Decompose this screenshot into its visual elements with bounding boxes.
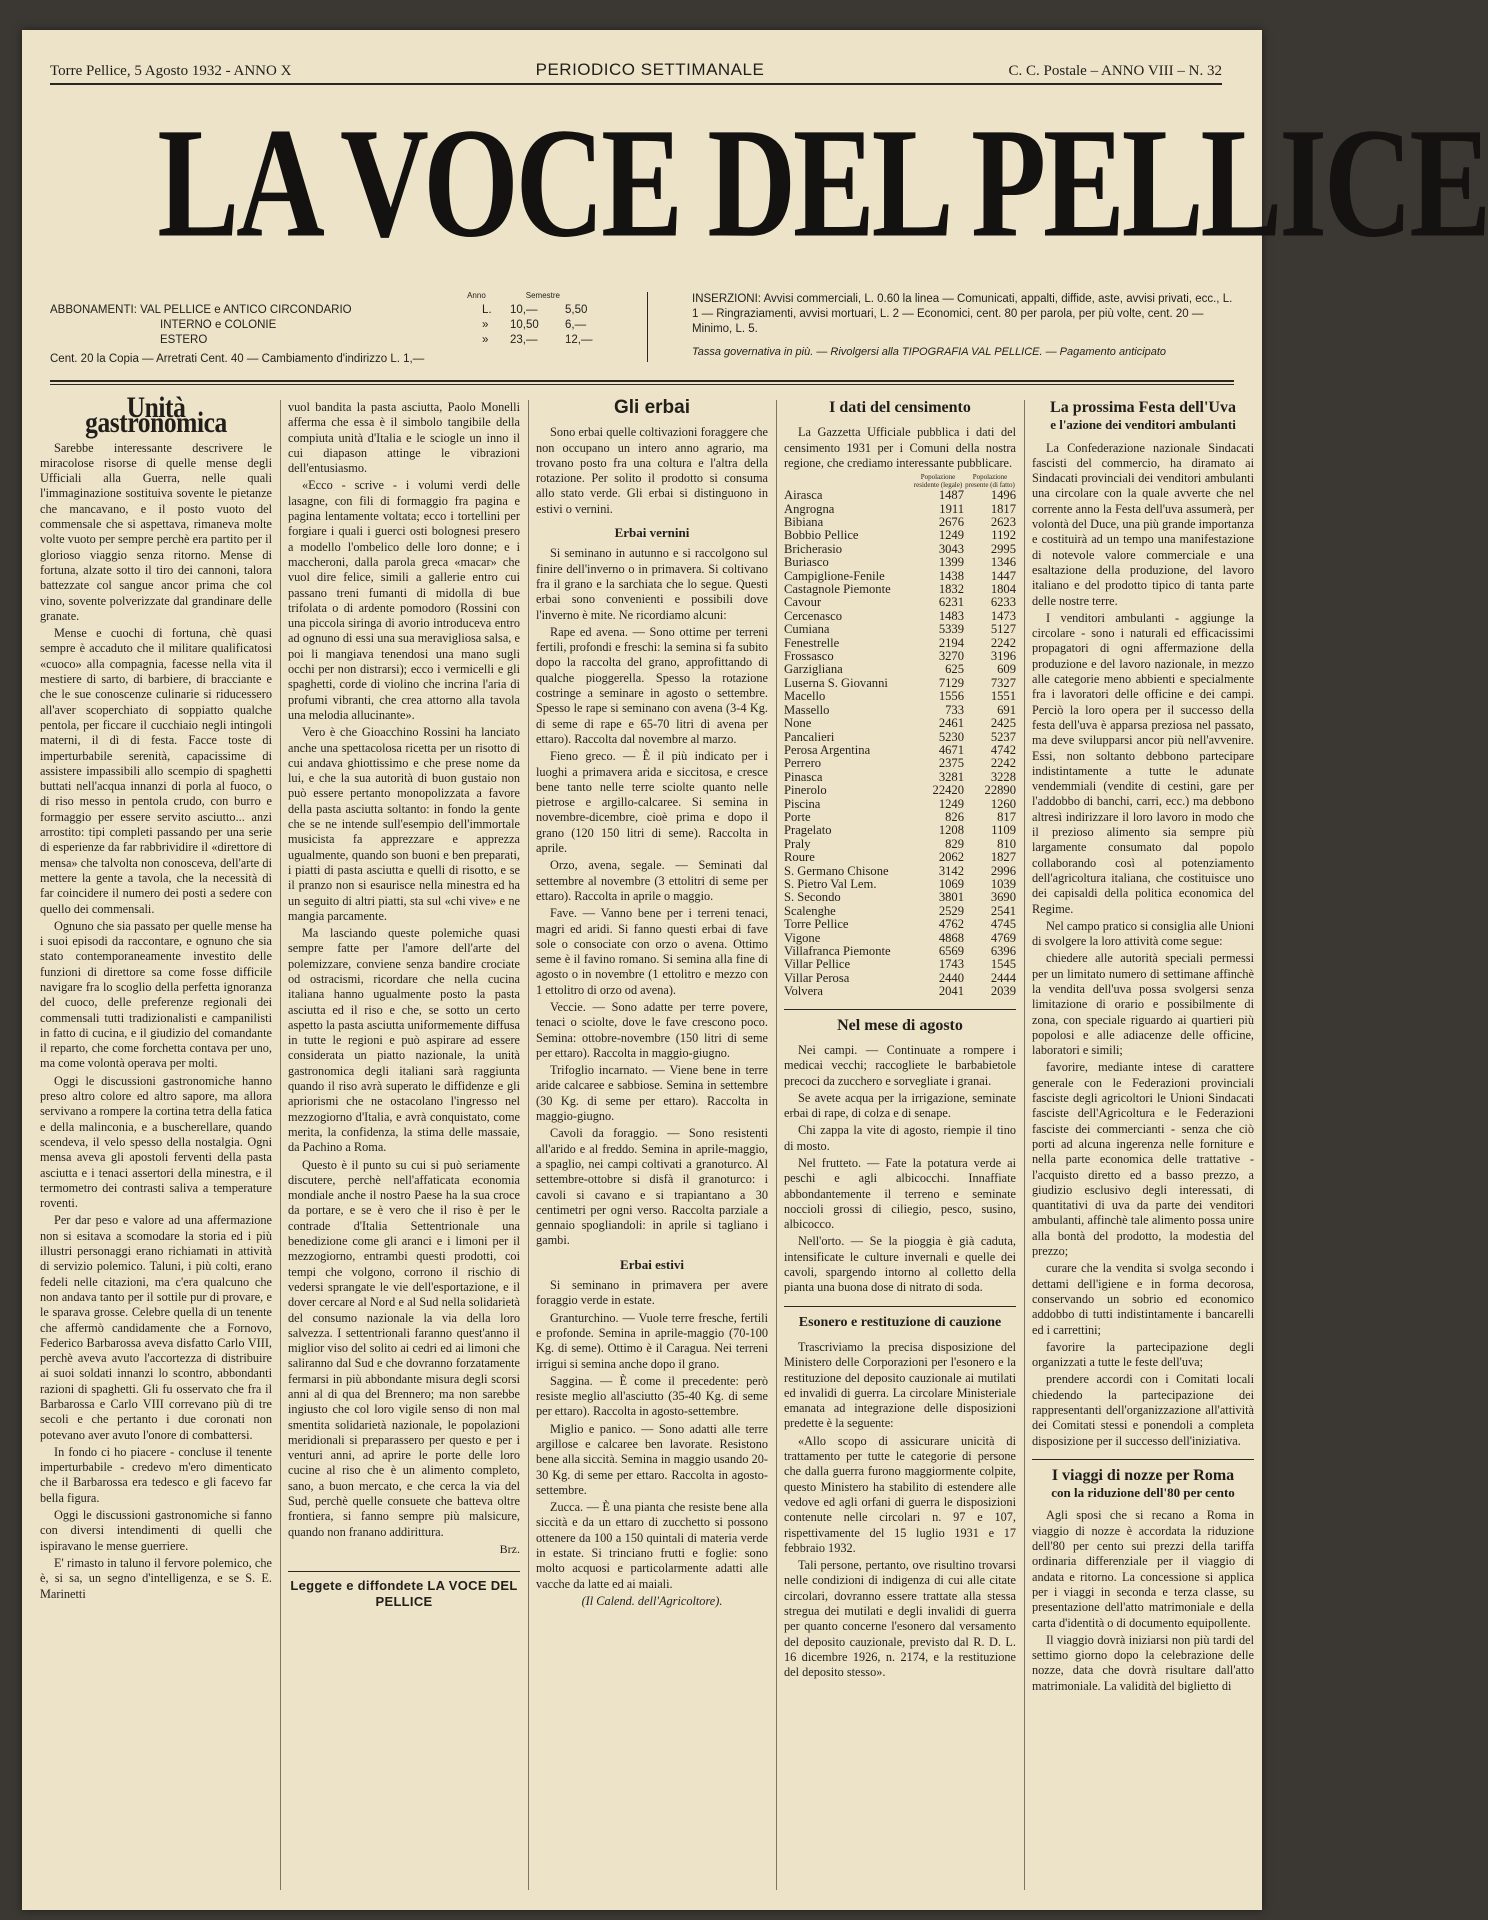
census-row	[784, 503, 1016, 516]
paragraph: favorire, mediante intese di carattere generale con le Federazioni provinciali fasciste degli agricoltori le Unioni Sindacati fasciste dell'Agricoltura e le Federazioni fasciste dei commercianti - senza che ciò porti ad alcuna ingerenza nelle forniture e nella parte economica delle trattative - l'acquisto diretto ed a basso prezzo, a giudizio esclusivo degli interessati, di quantitativi di uva da parte dei venditori ambulanti, affinchè tale alimento possa unire alla bontà del prodotto, la modestia del prezzo;	[1032, 1060, 1254, 1259]
census-row	[784, 798, 1016, 811]
paragraph: Nel campo pratico si consiglia alle Unioni di svolgere la loro attività come segue:	[1032, 918, 1254, 949]
census-town: Pinasca	[784, 769, 823, 784]
column-rule	[776, 400, 777, 1890]
paragraph: «Allo scopo di assicurare unicità di trattamento per tutte le categorie di persone che dalla guerra furono maggiormente colpite, questo Ministero ha stabilito di estendere alle vedove ed agli orfani di guerra le disposizioni contenute nelle circolari n. 97 e 107, rispettivamente del 15 luglio 1931 e 17 febbraio 1932.	[784, 1433, 1016, 1555]
price-year: 10,50	[510, 319, 539, 331]
census-row	[784, 838, 1016, 851]
census-row	[784, 891, 1016, 904]
census-presente: 2996	[990, 863, 1016, 878]
census-presente: 7327	[990, 675, 1016, 690]
article-title: I dati del censimento	[829, 399, 971, 416]
census-presente: 6396	[990, 944, 1016, 958]
census-row	[784, 489, 1016, 502]
census-row	[784, 570, 1016, 583]
census-presente: 1817	[990, 501, 1016, 516]
paragraph: Vero è che Gioacchino Rossini ha lanciato anche una spettacolosa ricetta per un risotto di cui andava ghiottissimo e che prese nome da lui, e che la sua autorità di buon gustaio non può essere pertanto monopolizzata a favore della pasta asciutta soltanto: in fondo la gente che se ne intende sull'esempio dell'immortale musicista fa apprezzare e apprezza ugualmente, quando son buoni e ben preparati, i piatti di pasta asciutta e quelli di risotto, e se il pranzo non si esaurisce nella minestra ed ha un seguito di altri piatti, sta sul «chi vive» e ne mangia parcamente.	[288, 725, 520, 923]
census-town: Luserna S. Giovanni	[784, 675, 888, 690]
census-row	[784, 932, 1016, 945]
paragraph: Saggina. — È come il precedente: però resiste meglio all'asciutto (35-40 Kg. di seme per ettaro). Raccolta in agosto-settembre.	[536, 1373, 768, 1419]
subscriptions-box	[50, 288, 620, 367]
paragraph: Mense e cuochi di fortuna, chè quasi sempre è accaduto che il militare qualificatosi «cuoco» alla compagnia, facesse nella vita il mestiere di sarto, di barbiere, di bracciante e che le sue conoscenze culinarie si riducessero all'aver scoperchiato di soppiatto qualche pentola, per ficcare il cucchiaio negli intingoli materni, il dì di festa. Facce toste di imperturbabile serenità, capacissime di assistere impassibili allo scempio di spaghetti buttati nell'acqua innanzi di porla al fuoco, o di riso messo in pentola crudo, con burro e formaggio per essere servito asciutto... anzi arrostito: tipi completi passando per una serie di esperienze da far rabbrividire il «direttore di mensa» che talvolta non conosceva, dell'arte di mettere la gente a tavola, che la necessità di far coincidere il numero dei posti a sedere con quello dei commensali.	[40, 626, 272, 916]
census-residente: 2062	[938, 850, 964, 865]
census-row	[784, 878, 1016, 891]
article-continuation	[288, 400, 520, 1609]
census-town: Praly	[784, 836, 811, 851]
paragraph: La Confederazione nazionale Sindacati fascisti del commercio, ha diramato ai Sindacati provinciali dei venditori ambulanti una circolare con la quale avverte che nel corrente anno la Festa dell'uva assumerà, per volontà del Duce, una più grande importanza e costituirà ad un tempo una manifestazione di notevole valore commerciale e una esaltazione della produzione, del lavoro italiano e del prodotto tipico di tanta parte delle nostre terre.	[1032, 440, 1254, 608]
census-residente: 1069	[938, 876, 964, 891]
col-year-label: Anno	[467, 291, 486, 300]
paragraph: Oggi le discussioni gastronomiche si fanno con diversi intendimenti di quelli che ispiravano le mense guerriere.	[40, 1508, 272, 1553]
paragraph: Ognuno che sia passato per quelle mense ha i suoi episodi da raccontare, e ognuno che sia stato contemporaneamente investito delle funzioni di direttore sa come fosse difficile navigare fra lo scoglio della perfetta ignoranza del cuoco, delle preferenze regionali dei commensali tutti tradizionalisti e campanilisti in fatto di cucina, e il giudizio del comandante il reparto, che come forchetta contava per uno, ma come volontà operava per molti.	[40, 918, 272, 1071]
census-town: Bricherasio	[784, 541, 843, 556]
census-town: None	[784, 716, 812, 731]
paragraph: Si seminano in autunno e si raccolgono sul finire dell'inverno o in primavera. Si coltivano fra il grano e la sarchiata che lo segue. Questi erbai sono convenienti e possibili dove l'inverno è mite. Ne ricordiamo alcuni:	[536, 546, 768, 622]
census-presente: 1545	[990, 957, 1016, 972]
census-residente: 826	[945, 809, 964, 824]
census-town: Cercenasco	[784, 608, 843, 623]
subscription-label: ABBONAMENTI: VAL PELLICE e ANTICO CIRCONDARIO	[50, 304, 352, 316]
census-town: Buriasco	[784, 555, 829, 570]
census-residente: 1556	[938, 689, 964, 704]
census-town: Campiglione-Fenile	[784, 568, 885, 583]
census-presente: 2444	[990, 970, 1016, 985]
census-row	[784, 516, 1016, 529]
subscription-label: ESTERO	[160, 334, 208, 346]
census-town: S. Secondo	[784, 890, 841, 905]
col-header-residente: Popolazione residente (legale)	[913, 473, 963, 490]
census-residente: 4762	[938, 917, 964, 932]
census-presente: 4742	[990, 742, 1016, 757]
census-row	[784, 811, 1016, 824]
paragraph: Ma lasciando queste polemiche quasi sempre fatte per l'amore dell'arte del polemizzare, conviene senza bandire crociate od ostracismi, ricordare che nella cucina italiana hanno ugualmente posto la pasta asciutta ed il riso e che, se sotto un certo aspetto la pasta asciutta uniformemente diffusa in tutte le regioni e può aspirare ad essere considerata un piatto nazionale, la unità gastronomica degli italiani sarà raggiunta quando il riso avrà superato le diffidenze e gli apriorismi che ne ostacolano l'ingresso nel mezzogiorno d'Italia, e avrà conquistato, come merita, la confidenza, la stima delle massaie, da Pachino a Roma.	[288, 926, 520, 1155]
article-title: I viaggi di nozze per Roma	[1051, 1466, 1235, 1484]
census-presente: 609	[997, 662, 1016, 677]
census-town: Perosa Argentina	[784, 742, 871, 757]
census-residente: 22420	[932, 783, 964, 798]
census-town: Vigone	[784, 930, 821, 945]
article-subtitle: con la riduzione dell'80 per cento	[1051, 1485, 1235, 1501]
census-town: Bobbio Pellice	[784, 528, 859, 543]
column-rule	[280, 400, 281, 1890]
subscription-label: INTERNO e COLONIE	[160, 319, 277, 331]
census-town: Torre Pellice	[784, 917, 849, 932]
census-row	[784, 556, 1016, 569]
census-row	[784, 623, 1016, 636]
census-presente: 691	[997, 702, 1016, 717]
paragraph: Sarebbe interessante descrivere le miracolose risorse di quelle mense degli Ufficiali alla Guerra, nelle quali l'immaginazione sostituiva sovente le pietanze che mancavano, e il posto vuoto del commensale che si aspettava, rimaneva molte volte vuoto per sempre perchè era partito per il glorioso viaggio senza ritorno. Mense di fortuna, alzate sotto il tiro dei cannoni, talora battezzate col sangue ancor prima che col vino, sovente polverizzate dal grandinare delle granate.	[40, 440, 272, 623]
census-town: Pancalieri	[784, 729, 835, 744]
article-title: Esonero e restituzione di cauzione	[798, 1314, 1002, 1330]
header-rule	[50, 380, 1234, 382]
paragraph: Nell'orto. — Se la pioggia è già caduta, intensificate le culture invernali e quelle dei cavoli, spargendo intorno al colletto della pianta una buona dose di nitrato di soda.	[784, 1234, 1016, 1295]
census-town: Pragelato	[784, 823, 832, 838]
paragraph: La Gazzetta Ufficiale pubblica i dati del censimento 1931 per i Comuni della nostra regione, che crediamo interessante pubblicare.	[784, 425, 1016, 470]
census-residente: 3281	[938, 769, 964, 784]
paragraph: «Ecco - scrive - i volumi verdi delle lasagne, con fili di formaggio fra pagina e pagina lentamente voltata; ecco i tortellini per forgiare i quali i guerci osti bolognesi presero a modello l'ombelico delle loro donne; e i maccheroni, dalla parola greca «macar» che vuol dire felice, simili a gallerie entro cui passano treni fumanti di midolla di bue trifolata o di ardente pomodoro (Rossini con una piccola siringa di avorio introduceva entro ad ognuno di essi una sua meravigliosa salsa, e poi li mangiava tenendosi una mano sugli occhi per non distrarsi); ecco i vermicelli e gli spaghetti, corde di violino che incrina l'aria di profumi vibranti, che crea attorno alla tavola una melodia allucinante».	[288, 478, 520, 722]
article-unita-gastronomica	[40, 391, 272, 1604]
census-presente: 22890	[984, 783, 1016, 798]
price-year: 23,—	[510, 334, 538, 346]
paragraph: Zucca. — È una pianta che resiste bene alla siccità e da un ettaro di zucchetto si possono ottenere da 100 a 150 quintali di materia verde in estate. Si trinciano frutti e foglie: sono molto acquosi e particolarmente adatti alle vacche da latte ed ai maiali.	[536, 1500, 768, 1591]
census-row	[784, 905, 1016, 918]
census-presente: 1827	[990, 850, 1016, 865]
census-town: Villar Perosa	[784, 970, 850, 985]
currency: »	[482, 334, 489, 346]
col-semester-label: Semestre	[525, 291, 560, 300]
census-residente: 829	[945, 836, 964, 851]
copy-price: Cent. 20 la Copia — Arretrati Cent. 40 — Cambiamento d'indirizzo L. 1,—	[50, 353, 425, 365]
article-title: La prossima Festa dell'Uva	[1050, 399, 1236, 416]
census-residente: 733	[945, 702, 964, 717]
periodicity: PERIODICO SETTIMANALE	[535, 60, 765, 79]
census-presente: 4745	[990, 917, 1016, 932]
census-presente: 2242	[990, 756, 1016, 771]
price-year: 10,—	[510, 304, 538, 316]
paragraph: prendere accordi con i Comitati locali chiedendo la partecipazione dei rappresentanti dell'organizzazione all'attività dei Comitati stessi e ponendoli a completa disposizione per il successo dell'iniziativa.	[1032, 1372, 1254, 1448]
census-presente: 6233	[990, 595, 1016, 610]
paragraph: I venditori ambulanti - aggiunge la circolare - sono i naturali ed efficacissimi propagatori di ogni affermazione della produzione e del lavoro nazionale, in mezzo alle categorie meno abbienti e specialmente fra i lavoratori delle officine e dei campi. Perciò la loro opera per il successo della festa dell'uva è apparsa preziosa nel passato, ma deve svilupparsi ancor più nell'avvenire. Essi, non soltanto debbono partecipare indistintamente a tutte le adunate vendemmiali (vendite di cestini, gare per l'addobbo di banchi, carri, ecc.) ma debbono altresì indirizzare il loro lavoro in modo che il prezioso alimento sia sempre più largamente consumato dal popolo collaborando così al potenziamento dell'agricoltura italiana, che costituisce uno dei capisaldi della politica economica del Regime.	[1032, 610, 1254, 916]
census-presente: 1039	[990, 876, 1016, 891]
insertions-rates: INSERZIONI: Avvisi commerciali, L. 0.60 la linea — Comunicati, appalti, diffide, aste, avvisi privati, ecc., L. 1 — Ringraziamenti, avvisi mortuari, L. 2 — Economici, cent. 80 per parola, per più volte, cent. 20 — Minimo, L. 5.	[692, 293, 1233, 335]
paragraph: vuol bandita la pasta asciutta, Paolo Monelli afferma che essa è il simbolo tangibile della compiuta unità d'Italia e le sciogle un inno il cui diapason attinge le vibrazioni dell'entusiasmo.	[288, 400, 520, 476]
census-presente: 1473	[990, 608, 1016, 623]
census-residente: 5230	[938, 729, 964, 744]
census-residente: 3043	[938, 541, 964, 556]
section-rule	[784, 1306, 1016, 1307]
census-row	[784, 583, 1016, 596]
article-title: Unità gastronomica	[85, 391, 227, 440]
census-town: Castagnole Piemonte	[784, 582, 891, 597]
census-residente: 2194	[938, 635, 964, 650]
census-presente: 2995	[990, 541, 1016, 556]
paragraph: Per dar peso e valore ad una affermazione non si esitava a scomodare la storia ed i più illustri personaggi erano richiamati in attività di servizio polemico. Taluni, i più colti, erano fedeli nelle citazioni, ma c'era qualcuno che non andava tanto per il sottile pur di provare, e le sparava grosse. Celebre quella di un tenente che affermò candidamente che a Fornovo, Federico Barbarossa aveva disfatto Carlo VIII, perchè aveva avuto l'accortezza di distribuire ai suoi soldati innanzi lo scontro, abbondanti razioni di spaghetti. Gli fu osservato che fra il Barbarossa e Carlo VIII correvano più di tre secoli e che pertanto i due coronati non potevano aver avuto l'onore di combattersi.	[40, 1213, 272, 1442]
section-heading: Erbai estivi	[620, 1256, 684, 1272]
subscription-row	[50, 303, 620, 318]
census-town: Cumiana	[784, 622, 830, 637]
census-town: Airasca	[784, 488, 823, 503]
census-residente: 2440	[938, 970, 964, 985]
census-residente: 3270	[938, 649, 964, 664]
census-row	[784, 771, 1016, 784]
paragraph: Veccie. — Sono adatte per terre povere, tenaci o sciolte, dove le fave crescono poco. Semina: ottobre-novembre (150 litri di seme per ettaro). Raccolta in maggio-giugno.	[536, 999, 768, 1060]
census-residente: 4671	[938, 742, 964, 757]
census-town: Perrero	[784, 756, 822, 771]
census-row	[784, 972, 1016, 985]
price-semester: 5,50	[565, 304, 588, 316]
census-residente: 2461	[938, 716, 964, 731]
census-residente: 625	[945, 662, 964, 677]
census-table	[784, 473, 1016, 998]
census-town: Porte	[784, 809, 811, 824]
census-presente: 5127	[990, 622, 1016, 637]
dateline-bar	[50, 54, 1222, 85]
census-residente: 1911	[939, 501, 964, 516]
article-gli-erbai	[536, 397, 768, 1609]
census-presente: 1260	[990, 796, 1016, 811]
section-rule	[1032, 1459, 1254, 1460]
census-residente: 1832	[938, 582, 964, 597]
census-residente: 2375	[938, 756, 964, 771]
paragraph: Granturchino. — Vuole terre fresche, fertili e profonde. Semina in aprile-maggio (70-100 Kg. di seme). Ottimo è il Caragua. Nei terreni irrigui si semina anche dopo il grano.	[536, 1310, 768, 1371]
paragraph: Il viaggio dovrà iniziarsi non più tardi del settimo giorno dopo la celebrazione delle nozze, data che dovrà risultare dall'atto matrimoniale. La validità del biglietto di	[1032, 1632, 1254, 1693]
census-row	[784, 704, 1016, 717]
paragraph: Fieno greco. — È il più indicato per i luoghi a primavera arida e siccitosa, e cresce bene tanto nelle terre sciolte quanto nelle pietrose e argillo-calcaree. Si semina in novembre-dicembre, cioè prima e dopo il grano (120 150 litri di seme). Raccolta in aprile.	[536, 749, 768, 856]
census-presente: 1109	[991, 823, 1016, 838]
census-residente: 6569	[938, 944, 964, 958]
census-residente: 1208	[938, 823, 964, 838]
promo-banner: Leggete e diffondete LA VOCE DEL PELLICE	[288, 1571, 520, 1609]
paragraph: chiedere alle autorità speciali permessi per un limitato numero di settimane affinchè la vendita dell'uva possa svolgersi senza limitazione di orario e possibilmente di zona, con speciale riguardo ai quartieri più popolosi e alle adiacenze delle officine, laboratori e simili;	[1032, 951, 1254, 1058]
currency: »	[482, 319, 489, 331]
article-subtitle: e l'azione dei venditori ambulanti	[1050, 417, 1236, 433]
census-residente: 5339	[938, 622, 964, 637]
issue-date: Torre Pellice, 5 Agosto 1932 - ANNO X	[50, 63, 292, 79]
section-rule	[784, 1009, 1016, 1010]
paragraph: Nei campi. — Continuate a rompere i medicai vecchi; raccogliete le barbabietole precoci da zucchero e sorvegliate i granai.	[784, 1042, 1016, 1088]
census-town: Volvera	[784, 984, 823, 999]
census-presente: 4769	[990, 930, 1016, 945]
paragraph: Oggi le discussioni gastronomiche hanno preso altro colore ed altro sapore, ma allora servivano a rompere la cortina tetra della fatica e della malinconia, e a buscherellare, quando scendeva, il velo spesso della nostalgia. Ogni mensa aveva gli apostoli ferventi della pasta asciutta e i tenaci assertori della minestra, e il termometro dei contrasti saliva a temperature roventi.	[40, 1073, 272, 1211]
paragraph: Rape ed avena. — Sono ottime per terreni fertili, profondi e freschi: la semina si fa subito dopo la raccolta del grano, approfittando di qualche pioggerella. Spesso la rotazione costringe a seminare in agosto o settembre. Spesso le rape si seminano con avena (3-4 Kg. di seme di rape e 65-70 litri di avena per ettaro). Raccolta dal novembre al marzo.	[536, 624, 768, 746]
census-row	[784, 865, 1016, 878]
census-presente: 5237	[990, 729, 1016, 744]
source-credit: (Il Calend. dell'Agricoltore).	[581, 1593, 723, 1608]
masthead-title: LA VOCE DEL PELLICE	[157, 95, 1488, 271]
census-presente: 2425	[990, 716, 1016, 731]
currency: L.	[482, 304, 492, 316]
issue-number: C. C. Postale – ANNO VIII – N. 32	[1008, 63, 1222, 79]
census-town: Garzigliana	[784, 662, 843, 677]
census-residente: 2041	[938, 984, 964, 999]
paragraph: Tali persone, pertanto, ove risultino trovarsi nelle condizioni di indigenza di cui alle citate circolari, dovranno essere trattate alla stessa stregua dei mutilati e degli invalidi di guerra per quanto concerne l'esonero dal versamento del deposito cauzionale, previsto dal R. D. L. 16 dicembre 1926, n. 2174, e la restituzione del deposito stesso».	[784, 1558, 1016, 1680]
article-festa-uva	[1032, 400, 1254, 1696]
census-presente: 2242	[990, 635, 1016, 650]
paragraph: Sono erbai quelle coltivazioni foraggere che non occupano un intero anno agrario, ma trovano posto fra una coltura e l'altra della rotazione. Per solito il prodotto si consuma allo stato verde. Gli erbai si distinguono in estivi o vernini.	[536, 425, 768, 516]
newspaper-page	[22, 30, 1488, 1910]
census-presente: 1346	[990, 555, 1016, 570]
census-residente: 3801	[938, 890, 964, 905]
census-residente: 1249	[938, 528, 964, 543]
census-town: Villar Pellice	[784, 957, 851, 972]
article-title: Nel mese di agosto	[837, 1016, 963, 1034]
census-row	[784, 731, 1016, 744]
census-presente: 3690	[990, 890, 1016, 905]
census-presente: 1551	[990, 689, 1016, 704]
section-heading: Erbai vernini	[614, 525, 690, 541]
census-residente: 6231	[938, 595, 964, 610]
subscription-row	[50, 333, 620, 348]
census-town: S. Germano Chisone	[784, 863, 889, 878]
census-row	[784, 784, 1016, 797]
census-presente: 2039	[990, 984, 1016, 999]
census-residente: 1399	[938, 555, 964, 570]
census-row	[784, 851, 1016, 864]
header-divider	[647, 292, 648, 362]
census-presente: 3196	[990, 649, 1016, 664]
census-residente: 1483	[938, 608, 964, 623]
census-residente: 1487	[938, 488, 964, 503]
census-town: Frossasco	[784, 649, 834, 664]
article-title: Gli erbai	[613, 397, 691, 418]
census-town: Macello	[784, 689, 826, 704]
census-row	[784, 637, 1016, 650]
census-row	[784, 596, 1016, 609]
paragraph: Nel frutteto. — Fate la potatura verde ai peschi e agli albicocchi. Innaffiate abbondantemente il terreno e seminate noccioli grossi di ciliegio, pesco, susino, albicocco.	[784, 1156, 1016, 1232]
census-row	[784, 650, 1016, 663]
price-semester: 12,—	[565, 334, 593, 346]
census-residente: 4868	[938, 930, 964, 945]
census-presente: 2623	[990, 515, 1016, 529]
census-presente: 3228	[990, 769, 1016, 784]
paragraph: curare che la vendita si svolga secondo i dettami dell'igiene e in forma decorosa, conservando un sobrio ed economico addobbo di tutti indistintamente i bancarelli ed i carrettini;	[1032, 1261, 1254, 1337]
census-town: Massello	[784, 702, 830, 717]
signature: Brz.	[499, 1541, 520, 1556]
census-town: Angrogna	[784, 501, 835, 516]
price-semester: 6,—	[565, 319, 587, 331]
census-residente: 2529	[938, 903, 964, 918]
insertions-tax: Tassa governativa in più. — Rivolgersi alla TIPOGRAFIA VAL PELLICE. — Pagamento anticipato	[692, 346, 1167, 358]
census-row	[784, 717, 1016, 730]
census-row	[784, 529, 1016, 542]
subscription-row	[50, 318, 620, 333]
insertions-box	[692, 292, 1237, 360]
census-town: Scalenghe	[784, 903, 836, 918]
census-row	[784, 543, 1016, 556]
census-residente: 1438	[938, 568, 964, 583]
census-town: Cavour	[784, 595, 822, 610]
census-row	[784, 744, 1016, 757]
column-rule	[1024, 400, 1025, 1890]
census-residente: 1249	[938, 796, 964, 811]
census-row	[784, 958, 1016, 971]
census-row	[784, 945, 1016, 958]
paragraph: Trifoglio incarnato. — Viene bene in terre aride calcaree e sabbiose. Semina in settembre (30 Kg. di seme per ettaro). Raccolta in maggio-giugno.	[536, 1063, 768, 1124]
paragraph: Se avete acqua per la irrigazione, seminate erbai di rape, di colza e di senape.	[784, 1090, 1016, 1121]
paragraph: Questo è il punto su cui si può seriamente discutere, perchè nell'affaticata economia mondiale anche il nostro Paese ha la sua croce da portare, e se è vero che il riso è per le contrade d'Italia Settentrionale una benedizione come gli aranci e i limoni per il mezzogiorno, entrambi questi prodotti, coi tempi che volgono, corrono il rischio di vedersi sprangate le vie dell'esportazione, e il dover cercare al Nord e al Sud nella solidarietà del consumo nazionale la via della loro salvezza. I settentrionali faranno quest'anno il miglior viso del solito ai cedri ed ai limoni che saliranno dal Sud e che dovranno forzatamente fermarsi in più abbondante misura degli scorsi anni al di qua del Brennero; ma non sarebbe ingiusto che col loro vigile senso di non mal smentita solidarietà nazionale, le popolazioni meridionali si preparassero per questo e per i venturi anni, ad aprire le porte delle loro cucine al riso che è un alimento completo, sano, a buon mercato, e che cerca la via del Sud, perchè quelle consuete che batteva oltre frontiera, si fanno sempre più malsicure, quando non franano addirittura.	[288, 1157, 520, 1539]
census-presente: 2541	[990, 903, 1016, 918]
paragraph: Chi zappa la vite di agosto, riempie il tino di mosto.	[784, 1123, 1016, 1153]
census-residente: 1743	[938, 957, 964, 972]
census-residente: 3142	[938, 863, 964, 878]
paragraph: Cavoli da foraggio. — Sono resistenti all'arido e al freddo. Semina in aprile-maggio, a spaglio, nei campi coltivati a granoturco. Al settembre-ottobre si disfà il granoturco: i cavoli si cavano e si trapiantano a 30 centimetri per ogni verso. Raccolta parziale a gennaio spogliandoli: in aprile si tagliano i gambi.	[536, 1126, 768, 1248]
census-town: Bibiana	[784, 515, 824, 529]
census-town: S. Pietro Val Lem.	[784, 876, 877, 891]
census-town: Piscina	[784, 796, 821, 811]
paragraph: Agli sposi che si recano a Roma in viaggio di nozze è accordata la riduzione dell'80 per cento sui prezzi della tariffa ordinaria differenziale per il viaggio di andata e ritorno. La concessione si applica per i viaggi in seconda e terza classe, su presentazione dell'atto matrimoniale e della carta d'identità o di documento equipollente.	[1032, 1508, 1254, 1630]
census-row	[784, 677, 1016, 690]
census-row	[784, 985, 1016, 998]
paragraph: Orzo, avena, segale. — Seminati dal settembre al novembre (3 ettolitri di seme per ettaro). Raccolta in aprile o maggio.	[536, 858, 768, 903]
census-row	[784, 918, 1016, 931]
census-row	[784, 663, 1016, 676]
census-presente: 1496	[990, 488, 1016, 503]
census-presente: 1804	[990, 582, 1016, 597]
paragraph: Si seminano in primavera per avere foraggio verde in estate.	[536, 1278, 768, 1308]
census-presente: 810	[997, 836, 1016, 851]
census-town: Roure	[784, 850, 815, 865]
census-row	[784, 824, 1016, 837]
census-presente: 1447	[990, 568, 1016, 583]
census-presente: 817	[997, 809, 1016, 824]
paragraph: Trascriviamo la precisa disposizione del Ministero delle Corporazioni per l'esonero e la restituzione del deposito cauzionale ai mutilati ed invalidi di guerra. La circolare Ministeriale emanata ad integrazione delle disposizioni predette è la seguente:	[784, 1339, 1016, 1431]
paragraph: Fave. — Vanno bene per i terreni tenaci, magri ed aridi. Si fanno questi erbai di fave sole o consociate con orzo o avena. Ottimo seme è il favino romano. Si semina alla fine di agosto o in novembre (1 ettolitro e mezzo con 1 ettolitro di orzo od avena).	[536, 906, 768, 997]
census-row	[784, 610, 1016, 623]
column-rule	[528, 400, 529, 1890]
article-censimento	[784, 400, 1016, 1683]
census-residente: 2676	[938, 515, 964, 529]
paragraph: Miglio e panico. — Sono adatti alle terre argillose e calcaree ben lavorate. Resistono bene alla siccità. Semina in maggio usando 20-30 Kg. di seme per ettaro. Raccolta in agosto-settembre.	[536, 1421, 768, 1497]
census-presente: 1192	[991, 528, 1016, 543]
census-town: Villafranca Piemonte	[784, 944, 891, 958]
census-town: Pinerolo	[784, 783, 827, 798]
census-row	[784, 757, 1016, 770]
paragraph: favorire la partecipazione degli organizzati a tutte le feste dell'uva;	[1032, 1339, 1254, 1370]
census-residente: 7129	[938, 675, 964, 690]
paragraph: In fondo ci ho piacere - concluse il tenente imperturbabile - credevo m'ero dimenticato che il Barbarossa era tedesco e gli facevo far bella figura.	[40, 1444, 272, 1505]
header-rule-thin	[50, 384, 1234, 385]
paragraph: E' rimasto in taluno il fervore polemico, che è, si sa, un segno d'intelligenza, e se S. E. Marinetti	[40, 1555, 272, 1601]
census-town: Fenestrelle	[784, 635, 840, 650]
col-header-presente: Popolazione presente (di fatto)	[965, 473, 1015, 490]
census-row	[784, 690, 1016, 703]
